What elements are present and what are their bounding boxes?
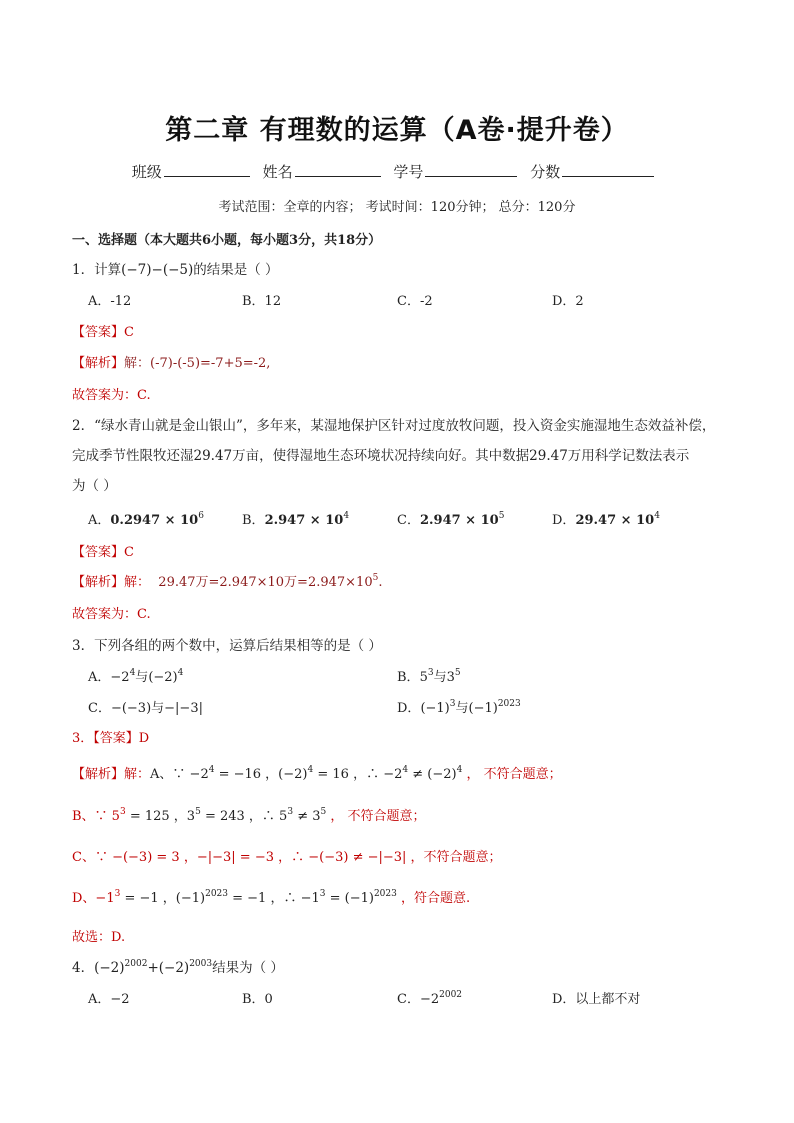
q2-answer-value: C bbox=[124, 545, 134, 560]
q2-analysis-text: 29.47万=2.947×10万=2.947×10 bbox=[158, 575, 373, 590]
q4-option-a: A．−2 bbox=[88, 992, 130, 1007]
q4-option-d: D．以上都不对 bbox=[552, 992, 641, 1007]
name-label: 姓名 bbox=[262, 163, 293, 181]
q1-conclusion: 故答案为：C. bbox=[72, 388, 151, 403]
q3-option-d: D．$(-1)^3$与$(-1)^{2023}$ bbox=[397, 699, 521, 716]
q3-answer: 3．【答案】D bbox=[72, 731, 150, 746]
q1-analysis-text: 解：(-7)-(-5)=-7+5=-2, bbox=[124, 356, 271, 371]
q1-stem: 1．计算(−7)−(−5)的结果是（ ） bbox=[72, 262, 279, 278]
page-title: 第二章 有理数的运算（A卷·提升卷） bbox=[165, 115, 629, 146]
q3-analysis-c: C、∵ −(−3) = 3 ，−|−3| = −3 ，∴ −(−3) ≠ −|−3| ，不符合题意； bbox=[72, 850, 502, 865]
q2-stem-line1: 2．“绿水青山就是金山银山”，多年来，某湿地保护区针对过度放牧问题，投入资金实施湿地生态效益补偿， bbox=[72, 418, 716, 434]
q4-option-c: C．$-2^{2002}$ bbox=[397, 990, 463, 1007]
q2-analysis: 【解析】解： 29.47万=2.947×10万$=2.947\times 10^5$. bbox=[72, 573, 383, 590]
q2-answer: 【答案】C bbox=[72, 545, 134, 560]
score-label: 分数 bbox=[530, 163, 561, 181]
id-blank[interactable] bbox=[425, 162, 517, 177]
q2-option-c: C．$2.947 \times 10^5$ bbox=[397, 511, 505, 528]
q4-option-b: B．0 bbox=[242, 992, 273, 1007]
q1-option-d: D．2 bbox=[552, 294, 584, 309]
q2-option-b: B．$2.947 \times 10^4$ bbox=[242, 511, 350, 528]
q3-conclusion: 故选：D. bbox=[72, 930, 126, 945]
analysis-tag: 【解析】 bbox=[72, 356, 125, 371]
name-blank[interactable] bbox=[295, 162, 381, 177]
q3-option-a: A．$-2^4$与$(-2)^4$ bbox=[88, 668, 184, 685]
q2-option-d: D．$29.47 \times 10^4$ bbox=[552, 511, 660, 528]
q1-answer-value: C bbox=[124, 325, 134, 340]
q1-answer bbox=[72, 321, 134, 340]
q4-stem: 4．$(-2)^{2002}+(-2)^{2003}$结果为（ ） bbox=[72, 959, 284, 976]
q1-option-a: A．-12 bbox=[88, 294, 132, 309]
q1-option-c: C．-2 bbox=[397, 294, 433, 309]
q3-analysis-b: B、∵ $5^3 = 125$ ，$3^5 = 243$ ，∴ $5^3 \ne 3^5$ ， 不符合题意； bbox=[72, 807, 426, 824]
q3-option-b: B．$5^3$与$3^5$ bbox=[397, 668, 461, 685]
q3-analysis-a: 【解析】解：A、∵ $-2^4 = -16$ ，$(-2)^4 = 16$ ，∴ $-2^4 \ne (-2)^4$ ， 不符合题意； bbox=[72, 765, 562, 782]
student-info-line bbox=[0, 161, 794, 182]
q3-option-c: C．−(−3)与−|−3| bbox=[88, 701, 203, 716]
q2-stem-line2: 完成季节性限牧还湿29.47万亩，使得湿地生态环境状况持续向好。其中数据29.47万用科学记数法表示 bbox=[72, 448, 690, 464]
class-blank[interactable] bbox=[164, 162, 250, 177]
class-label: 班级 bbox=[131, 163, 162, 181]
score-blank[interactable] bbox=[562, 162, 654, 177]
q1-option-b: B．12 bbox=[242, 294, 282, 309]
exam-range: 考试范围：全章的内容； 考试时间：120分钟； 总分：120分 bbox=[218, 200, 576, 215]
q2-stem-line3: 为（ ） bbox=[72, 478, 117, 494]
section-heading: 一、选择题（本大题共6小题，每小题3分，共18分） bbox=[72, 233, 382, 248]
q1-analysis bbox=[72, 352, 270, 371]
answer-tag: 【答案】 bbox=[72, 325, 125, 340]
q3-analysis-d: D、$-1^3 = -1$ ，$(-1)^{2023} = -1$ ，∴ $-1^3 = (-1)^{2023}$ ，符合题意. bbox=[72, 889, 471, 906]
q3-answer-value: D bbox=[138, 731, 150, 746]
q2-conclusion: 故答案为：C. bbox=[72, 607, 151, 622]
id-label: 学号 bbox=[393, 163, 424, 181]
q2-option-a: A．$0.2947 \times 10^6$ bbox=[88, 511, 204, 528]
q3-stem: 3．下列各组的两个数中，运算后结果相等的是（ ） bbox=[72, 638, 382, 654]
